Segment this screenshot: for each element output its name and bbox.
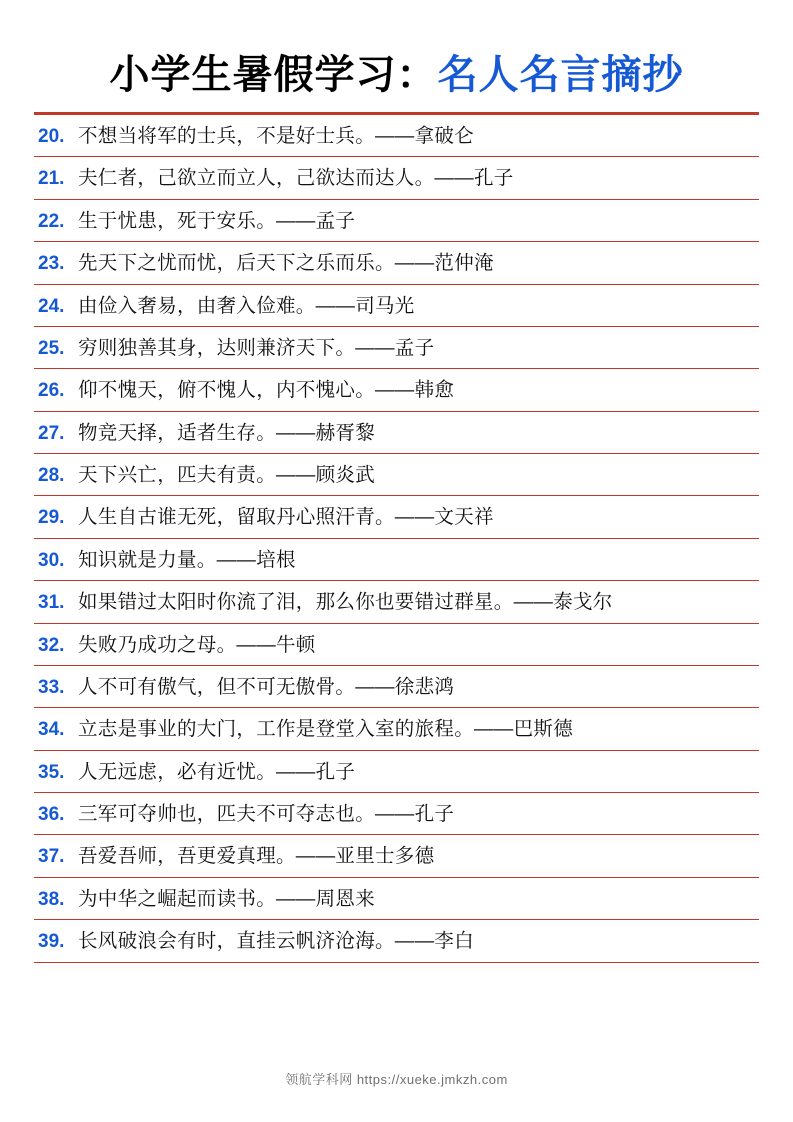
list-item-number: 32. [38,634,65,656]
list-item-number: 33. [38,676,65,698]
list-item-number: 38. [38,888,65,910]
list-item-number: 39. [38,931,65,953]
list-item-text: 不想当将军的士兵，不是好士兵。——拿破仑 [78,125,475,147]
list-item [34,369,759,411]
page-title [0,52,793,98]
list-item-number: 25. [38,337,65,359]
list-item-text: 物竞天择，适者生存。——赫胥黎 [78,421,375,444]
list-item [34,666,759,708]
list-item-text: 天下兴亡，匹夫有责。——顾炎武 [78,464,375,486]
quote-list [34,115,759,963]
list-item-number: 21. [38,168,65,190]
list-item [34,200,759,242]
list-item [34,242,759,284]
list-item-text: 穷则独善其身，达则兼济天下。——孟子 [78,336,435,359]
list-item-text: 生于忧患，死于安乐。——孟子 [78,209,356,232]
list-item-number: 31. [38,592,65,614]
list-item-text: 仰不愧天，俯不愧人，内不愧心。——韩愈 [78,379,455,402]
list-item [34,624,759,666]
list-item-number: 24. [38,295,65,317]
list-item-number: 34. [38,719,65,741]
list-item-number: 26. [38,380,65,402]
footer-watermark: 领航学科网 https://xueke.jmkzh.com [285,1072,508,1087]
list-item-text: 吾爱吾师，吾更爱真理。——亚里士多德 [78,845,435,868]
list-item-text: 立志是事业的大门，工作是登堂入室的旅程。——巴斯德 [78,718,574,741]
list-item [34,793,759,835]
list-item-text: 由俭入奢易，由奢入俭难。——司马光 [78,294,415,317]
list-item-text: 三军可夺帅也，匹夫不可夺志也。——孔子 [78,803,455,825]
list-item-number: 29. [38,507,65,529]
list-item [34,539,759,581]
list-item-number: 22. [38,210,65,232]
title-line [110,52,684,98]
list-item [34,751,759,793]
list-item [34,327,759,369]
list-item [34,157,759,199]
list-item [34,115,759,157]
list-item [34,454,759,496]
list-item-text: 如果错过太阳时你流了泪，那么你也要错过群星。——泰戈尔 [78,591,613,614]
list-item-text: 为中华之崛起而读书。——周恩来 [78,887,375,910]
list-item [34,581,759,623]
list-item [34,920,759,962]
list-item-number: 30. [38,549,65,571]
list-item-number: 36. [38,804,65,825]
list-item-number: 37. [38,846,65,868]
list-item [34,496,759,538]
list-item-text: 人生自古谁无死，留取丹心照汗青。——文天祥 [78,506,494,529]
list-item-number: 23. [38,253,65,275]
list-item-text: 人无远虑，必有近忧。——孔子 [78,760,356,783]
list-item [34,412,759,454]
list-item-text: 人不可有傲气，但不可无傲骨。——徐悲鸿 [78,675,455,698]
list-item [34,708,759,750]
list-item-number: 27. [38,422,65,444]
list-item [34,835,759,877]
list-item-text: 夫仁者，己欲立而立人，己欲达而达人。——孔子 [78,167,514,190]
title-blue-part: 名人名言摘抄 [437,53,684,97]
list-item [34,878,759,920]
list-item-text: 知识就是力量。——培根 [78,548,296,571]
list-item-number: 20. [38,126,65,147]
list-item-number: 35. [38,761,65,783]
list-item-text: 失败乃成功之母。——牛顿 [78,633,316,656]
list-item [34,285,759,327]
list-item-text: 先天下之忧而忧，后天下之乐而乐。——范仲淹 [78,252,494,275]
list-item-number: 28. [38,465,65,486]
title-black-part: 小学生暑假学习： [109,53,438,97]
list-item-text: 长风破浪会有时，直挂云帆济沧海。——李白 [78,930,475,953]
